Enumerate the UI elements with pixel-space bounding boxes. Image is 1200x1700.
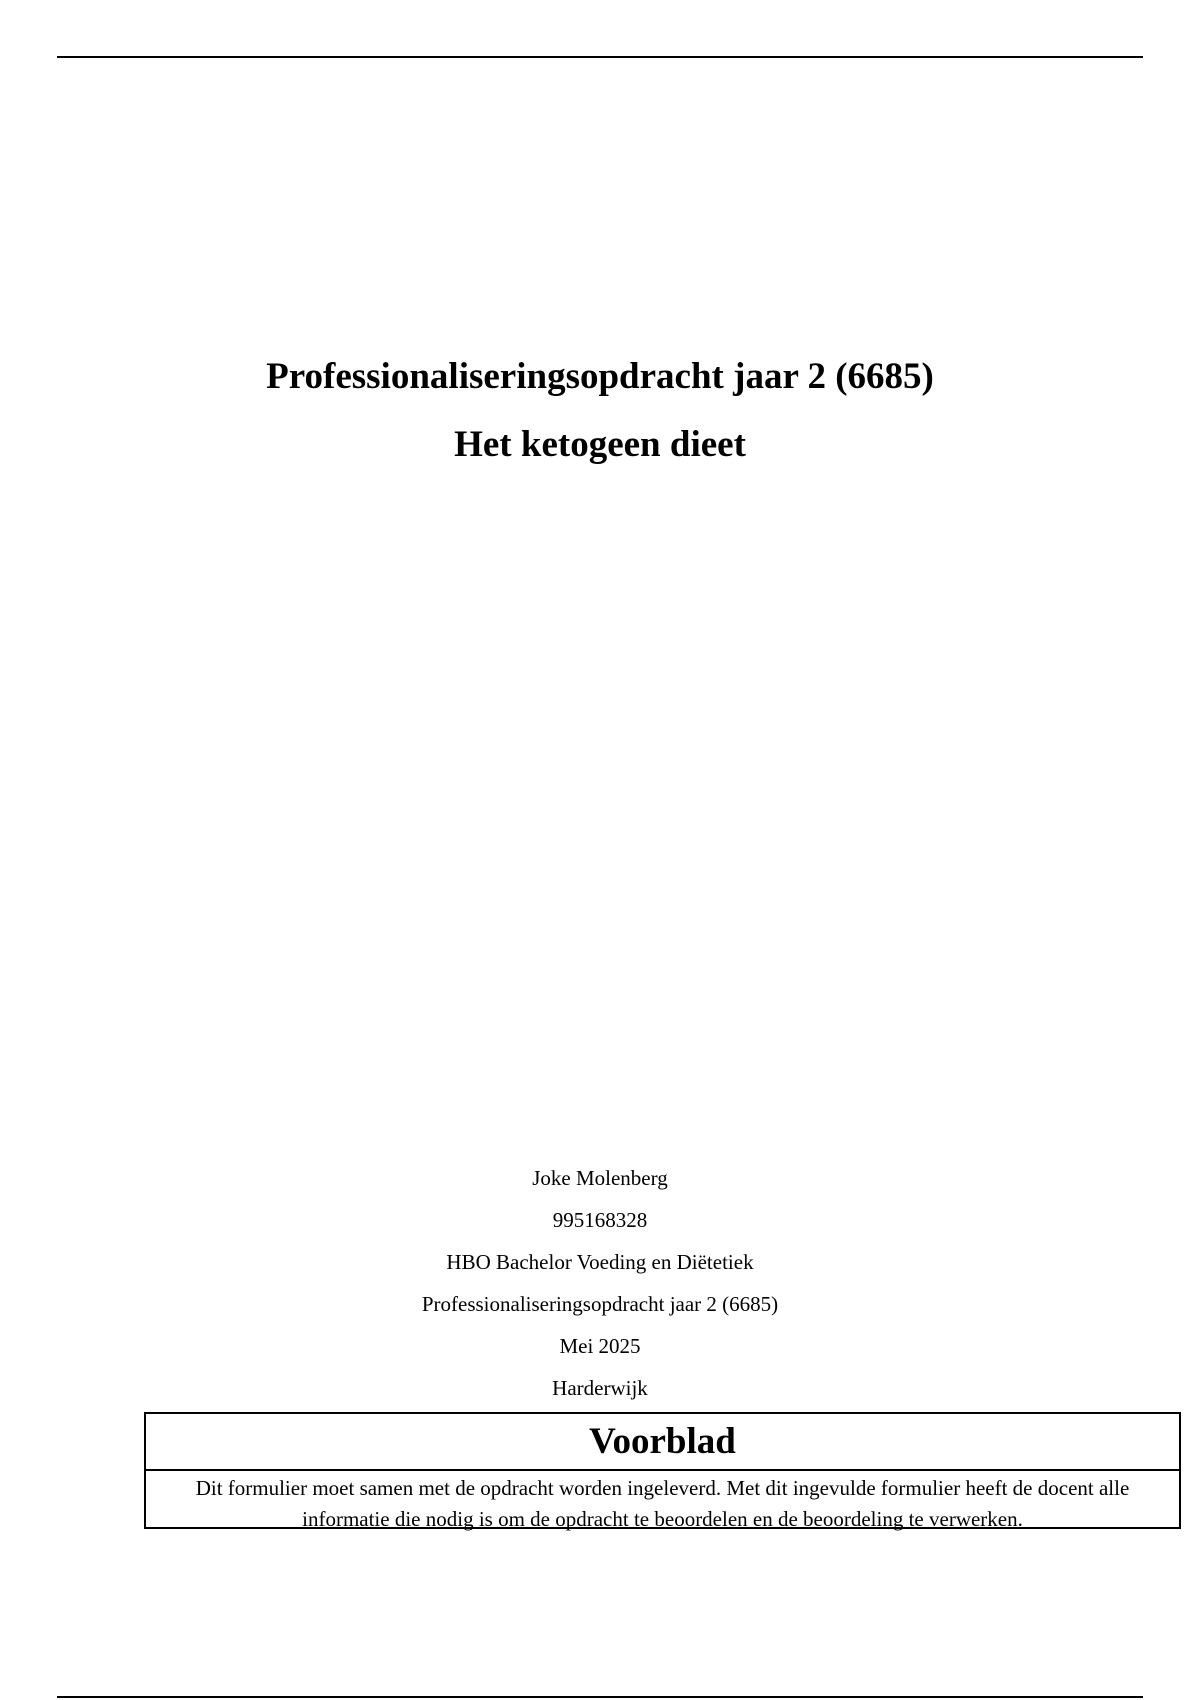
student-number: 995168328 xyxy=(552,1208,648,1232)
location: Harderwijk xyxy=(552,1376,648,1400)
author-name: Joke Molenberg xyxy=(532,1166,668,1190)
bottom-rule xyxy=(57,1696,1143,1698)
voorblad-box xyxy=(144,1412,1181,1529)
programme-name: HBO Bachelor Voeding en Diëtetiek xyxy=(446,1250,754,1274)
document-subtitle: Het ketogeen dieet xyxy=(454,424,746,465)
top-rule xyxy=(57,56,1143,58)
voorblad-heading: Voorblad xyxy=(146,1414,1179,1471)
document-title: Professionaliseringsopdracht jaar 2 (6685) xyxy=(266,356,934,397)
author-details xyxy=(0,1157,1200,1409)
voorblad-description: Dit formulier moet samen met de opdracht worden ingeleverd. Met dit ingevulde formulier heeft de docent alle informatie die nodig is om de opdracht te beoordelen en de beoordeling te verwerken. xyxy=(195,1476,1130,1531)
course-name: Professionaliseringsopdracht jaar 2 (6685) xyxy=(421,1292,779,1316)
submission-date: Mei 2025 xyxy=(559,1334,641,1358)
